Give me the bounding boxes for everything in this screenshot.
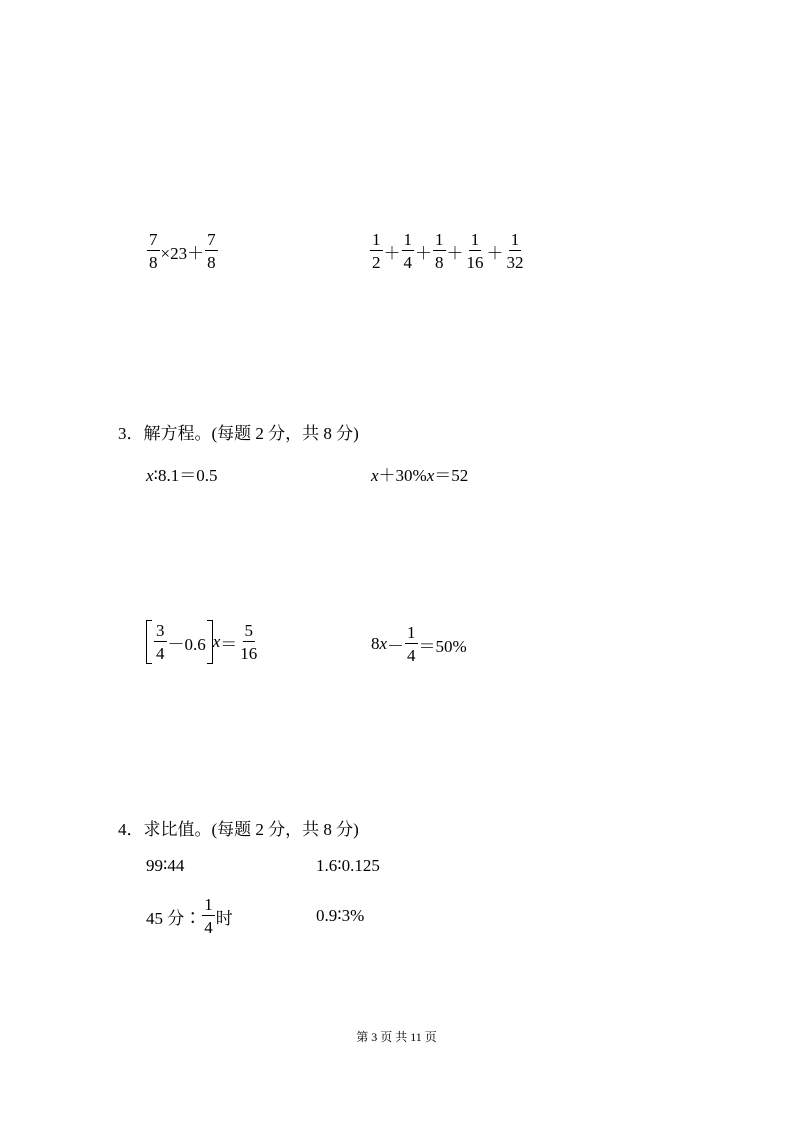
ratio-3 — [146, 896, 233, 936]
equation-3 — [146, 620, 260, 664]
equation-text: ＋30% — [378, 466, 427, 485]
section-3-heading — [118, 419, 359, 444]
equation-text: ＝52 — [434, 466, 469, 485]
section-title: 求比值。(每题 2 分，共 8 分) — [143, 820, 359, 839]
fraction: $\frac{7}{8}$ — [149, 230, 158, 272]
expression-fraction-sum — [369, 231, 527, 271]
fraction: $\frac{1}{4}$ — [204, 895, 213, 937]
expression-seven-eighths — [146, 231, 219, 271]
fraction: $\frac{1}{8}$ — [435, 230, 444, 272]
equation-text: － — [387, 636, 405, 656]
fraction: $\frac{1}{4}$ — [407, 623, 416, 665]
section-4-heading — [118, 815, 359, 840]
section-title: 解方程。(每题 2 分，共 8 分) — [143, 424, 359, 443]
equation-1 — [146, 461, 217, 486]
fraction: $\frac{1}{32}$ — [506, 230, 524, 272]
variable-x: x — [212, 632, 221, 651]
fraction: $\frac{1}{2}$ — [372, 230, 381, 272]
equation-text: 8 — [371, 634, 380, 653]
variable-x: x — [379, 634, 388, 653]
ratio-2: 1.6∶0.125 — [316, 856, 380, 875]
ratio-1: 99∶44 — [146, 856, 185, 875]
fraction: $\frac{1}{16}$ — [466, 230, 484, 272]
section-number: 3． — [118, 424, 144, 443]
equation-text: －0.6 — [167, 634, 206, 654]
plus-sign: ＋ — [486, 243, 504, 263]
fraction: $\frac{3}{4}$ — [156, 621, 165, 663]
operator-text: ×23＋ — [160, 243, 205, 263]
equation-4 — [371, 624, 467, 664]
equation-text: ＝50% — [418, 636, 467, 656]
plus-sign: ＋ — [446, 243, 464, 263]
section-number: 4． — [118, 820, 144, 839]
equals-sign: ＝ — [220, 634, 238, 654]
variable-x: x — [371, 466, 379, 485]
ratio-text: 45 分∶ — [146, 908, 202, 928]
fraction: $\frac{1}{4}$ — [403, 230, 412, 272]
plus-sign: ＋ — [415, 243, 432, 263]
plus-sign: ＋ — [383, 243, 401, 263]
ratio-4: 0.9∶3% — [316, 906, 365, 925]
variable-x: x — [146, 466, 154, 485]
page-footer: 第 3 页 共 11 页 — [356, 1030, 437, 1044]
ratio-text: 时 — [215, 908, 233, 928]
left-bracket — [146, 620, 152, 664]
equation-text: ∶8.1＝0.5 — [153, 466, 218, 485]
equation-2 — [371, 461, 468, 486]
fraction: $\frac{5}{16}$ — [240, 621, 258, 663]
fraction: $\frac{7}{8}$ — [207, 230, 216, 272]
variable-x: x — [426, 466, 435, 485]
